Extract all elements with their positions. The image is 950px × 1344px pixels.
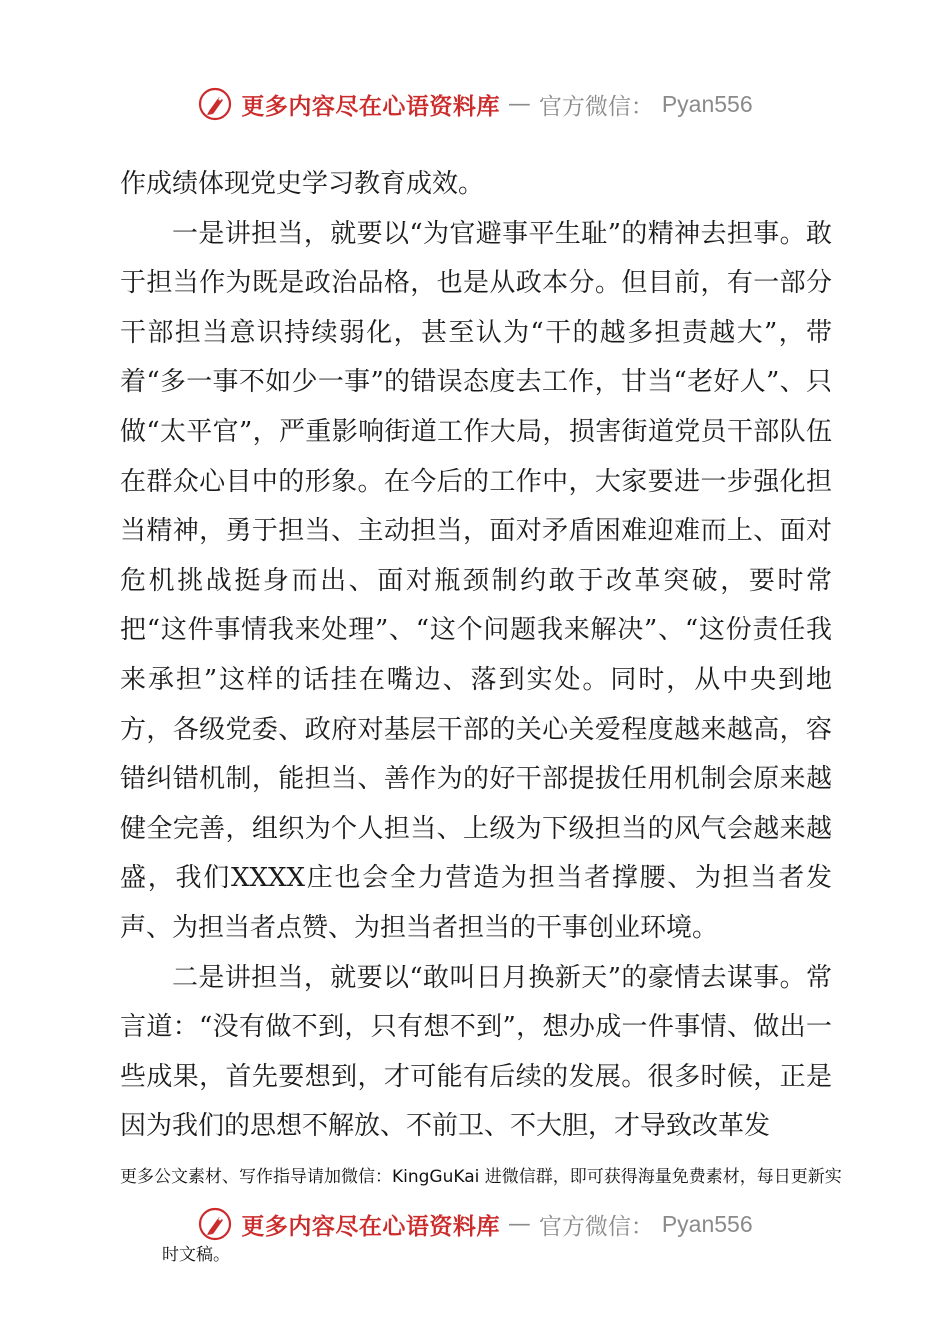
pen-nib-circle-icon — [197, 1206, 233, 1242]
watermark-site-text: 更多内容尽在心语资料库 — [241, 1212, 500, 1240]
pen-nib-circle-icon — [197, 86, 233, 122]
watermark-site-text: 更多内容尽在心语资料库 — [241, 92, 500, 120]
paragraph-first-point: 一是讲担当，就要以“为官避事平生耻”的精神去担事。敢于担当作为既是政治品格，也是从政本分。但目前，有一部分干部担当意识持续弱化，甚至认为“干的越多担责越大”，带着“多一事不如少一事”的错误态度去工作，甘当“老好人”、只做“太平官”，严重影响街道工作大局，损害街道党员干部队伍在群众心目中的形象。在今后的工作中，大家要进一步强化担当精神，勇于担当、主动担当，面对矛盾困难迎难而上、面对危机挑战挺身而出、面对瓶颈制约敢于改革突破，要时常把“这件事情我来处理”、“这个问题我来解决”、“这份责任我来承担”这样的话挂在嘴边、落到实处。同时，从中央到地方，各级党委、政府对基层干部的关心关爱程度越来越高，容错纠错机制，能担当、善作为的好干部提拔任用机制会原来越健全完善，组织为个人担当、上级为下级担当的风气会越来越盛，我们XXXX庄也会全力营造为担当者撑腰、为担当者发声、为担当者点赞、为担当者担当的干事创业环境。 — [120, 218, 832, 943]
document-body — [120, 160, 832, 1152]
watermark-separator: — — [507, 1211, 531, 1237]
watermark-wechat-label: 官方微信： — [538, 1213, 654, 1240]
watermark-wechat-account: Pyan556 — [661, 1210, 753, 1237]
watermark-wechat-account: Pyan556 — [661, 90, 753, 117]
watermark-wechat-label: 官方微信： — [538, 93, 654, 120]
paragraph-continuation: 作成绩体现党史学习教育成效。 — [120, 169, 485, 199]
watermark-banner-top — [0, 84, 950, 124]
paragraph-second-point: 二是讲担当，就要以“敢叫日月换新天”的豪情去谋事。常言道：“没有做不到，只有想不到”，想办成一件事情、做出一些成果，首先要想到，才可能有后续的发展。很多时候，正是因为我们的思想不解放、不前卫、不大胆，才导致改革发 — [120, 962, 832, 1142]
footer-promo-line: 更多公文素材、写作指导请加微信：KingGuKai 进微信群，即可获得海量免费素材，每日更新实 — [120, 1167, 842, 1187]
footer-promo-continuation: 时文稿。 — [162, 1245, 230, 1265]
watermark-separator: — — [507, 91, 531, 117]
watermark-banner-bottom — [0, 1204, 950, 1244]
